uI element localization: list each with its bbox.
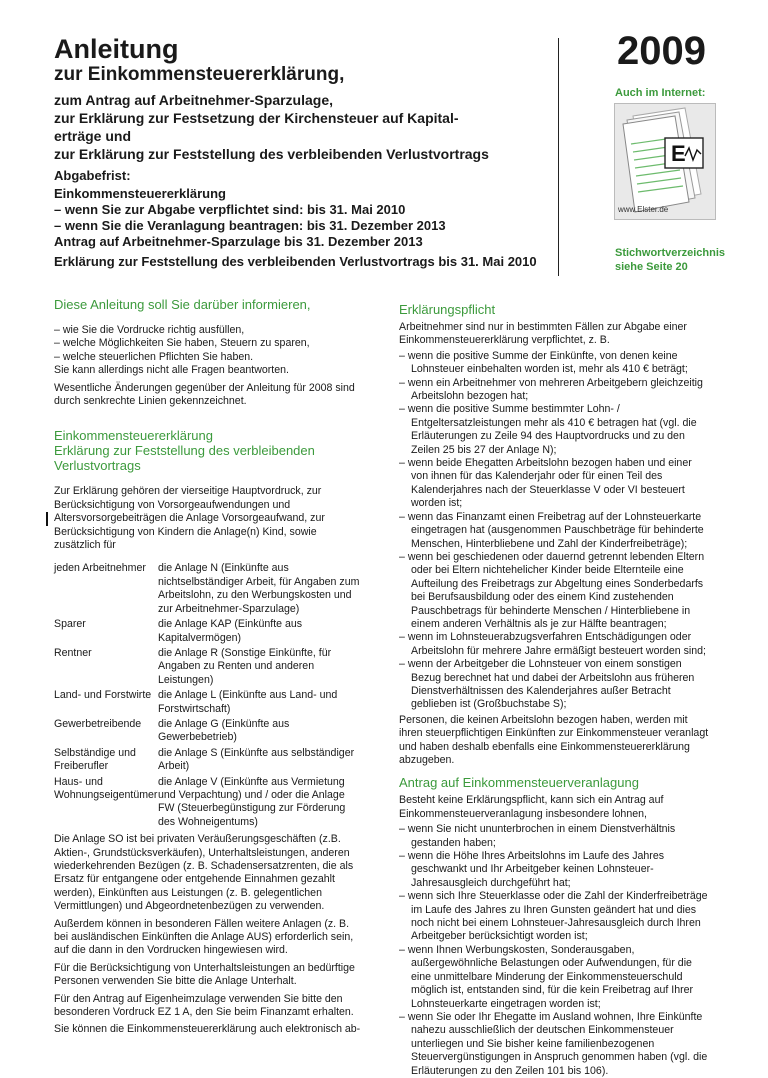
list-item: – wenn die positive Summe bestimmter Lohn- / Entgeltersatzleistungen mehr als 410 € betragen hat (vgl. die Erläuterungen zu Zeile 94 des Hauptvordrucks und zu den Zeilen 25 bis 27 der Anlage N); (399, 403, 711, 457)
subtitle-line: zur Erklärung zur Festsetzung der Kirchensteuer auf Kapital- (54, 110, 459, 126)
right-heading-2: Antrag auf Einkommensteuerveranlagung (399, 775, 639, 791)
anlage-taxpayer: Selbständige und Freiberufler (54, 746, 136, 773)
list-item: – wenn das Finanzamt einen Freibetrag auf der Lohnsteuerkarte eingetragen hat (ausgenommen Pauschbeträge für behinderte Menschen, Hinterbliebene und Zahl der Kinderfreibeträge); (399, 511, 711, 551)
anlage-row (54, 776, 364, 830)
year-label: 2009 (617, 29, 706, 73)
list-item: – wenn im Lohnsteuerabzugsverfahren Entschädigungen oder Arbeitslohn für mehrere Jahre ermäßigt besteuert worden sind; (399, 631, 711, 658)
intro-note: Sie kann allerdings nicht alle Fragen beantworten. (54, 364, 289, 377)
anlage-description: die Anlage KAP (Einkünfte aus Kapitalvermögen) (158, 618, 303, 644)
personen-paragraph: Personen, die keinen Arbeitslohn bezogen haben, werden mit ihren steuerpflichtigen Einkünften zur Einkommensteuer veranlagt und haben deshalb ebenfalls eine Einkommensteuererklärung abzugeben. (399, 713, 709, 766)
right-heading-1: Erklärungspflicht (399, 302, 496, 317)
anlage-row (54, 647, 364, 687)
list-item: – wenn sich Ihre Steuerklasse oder die Zahl der Kinderfreibeträge im Laufe des Jahres zu Ihren Gunsten geändert hat und dies noch nicht bei einem Lohnsteuer-Jahresausgleich durch Ihren Arbeitgeber berücksichtigt worden ist; (399, 890, 711, 944)
left-heading-1: Diese Anleitung soll Sie darüber informieren, (54, 297, 311, 312)
stichwort-line: Stichwortverzeichnis (615, 247, 726, 259)
document-subtitle: zur Einkommensteuererklärung, (54, 64, 345, 85)
elektronisch-paragraph: Sie können die Einkommensteuererklärung auch elektronisch ab- (54, 1023, 361, 1036)
anlage-description: die Anlage S (Einkünfte aus selbständiger Arbeit) (158, 746, 355, 773)
change-marker (46, 512, 48, 526)
heading-line: Verlustvortrags (54, 458, 141, 474)
document-title: Anleitung (54, 34, 179, 64)
anlage-row (54, 689, 364, 716)
stichwort-note (615, 246, 725, 274)
anlage-taxpayer: jeden Arbeitnehmer (54, 562, 146, 575)
intro-item: – welche Möglichkeiten Sie haben, Steuern zu sparen, (54, 337, 364, 350)
form-stack-icon (615, 104, 715, 219)
hauptvordruck-paragraph: Zur Erklärung gehören der vierseitige Hauptvordruck, zur Berücksichtigung von Vorsorgeaufwendungen und Altersvorsorgebeiträgen die Anlage Vorsorgeaufwand, zur Berücksichtigung von Kindern die Anlage(n) Kind, sowie zusätzlich für (54, 485, 325, 552)
anlage-taxpayer: Land- und Forstwirte (54, 689, 152, 702)
antrag-list (399, 823, 711, 1078)
elster-url[interactable]: www.Elster.de (618, 205, 669, 214)
list-item: – wenn Sie oder Ihr Ehegatte im Ausland wohnen, Ihre Einkünfte nahezu ausschließlich der deutschen Einkommensteuer unterliegen und Sie bisher keine familienbezogenen Steuervergünstigungen in Anspruch genommen haben (vgl. die Erläuterungen zu den Zeilen 101 bis 106). (399, 1011, 711, 1078)
intro-item: – welche steuerlichen Pflichten Sie haben. (54, 351, 364, 364)
anlage-row (54, 562, 364, 616)
anlage-aus-paragraph: Außerdem können in besonderen Fällen weitere Anlagen (z. B. bei ausländischen Einkünften die Anlage AUS) erforderlich sein, auf die dann in den Vordrucken hingewiesen wird. (54, 917, 354, 957)
list-item: – wenn der Arbeitgeber die Lohnsteuer von einem sonstigen Bezug berechnet hat und dabei der Arbeitslohn aus früheren Dienstverhältnissen des Kalenderjahres außer Betracht geblieben ist (Großbuchstabe S); (399, 658, 711, 712)
list-item: – wenn bei geschiedenen oder dauernd getrennt lebenden Eltern oder bei Eltern nichtehelicher Kinder beide Elternteile eine Aufteilung des Freibetrags zur Abgeltung eines Sonderbedarfs bei Berufsausbildung oder des einem Kind zustehenden Pauschbetrags für behinderte Menschen / Hinterbliebene in einem anderen Verhältnis als je zur Hälfte beantragen; (399, 551, 711, 631)
subtitle-lines (54, 91, 554, 163)
anlage-description: die Anlage N (Einkünfte aus nichtselbständiger Arbeit, für Angaben zum Arbeitslohn, zu den Werbungskosten und zur Arbeitnehmer-Sparzulage) (158, 562, 360, 615)
eigenheimzulage-paragraph: Für den Antrag auf Eigenheimzulage verwenden Sie bitte den besonderen Vordruck EZ 1 A, den Sie beim Finanzamt erhalten. (54, 992, 354, 1019)
anlage-taxpayer: Gewerbetreibende (54, 717, 142, 730)
internet-label: Auch im Internet: (615, 87, 706, 99)
anlage-row (54, 747, 364, 774)
abgabe-line: – wenn Sie zur Abgabe verpflichtet sind: bis 31. Mai 2010 (54, 202, 406, 217)
anlage-taxpayer: Sparer (54, 618, 86, 631)
abgabefrist-block (54, 168, 554, 250)
anlage-description: die Anlage G (Einkünfte aus Gewerbebetrieb) (158, 717, 290, 744)
list-item: – wenn Sie nicht ununterbrochen in einem Dienstverhältnis gestanden haben; (399, 823, 711, 850)
intro-changes: Wesentliche Änderungen gegenüber der Anleitung für 2008 sind durch senkrechte Linien gekennzeichnet. (54, 381, 355, 408)
erklaerungspflicht-intro: Arbeitnehmer sind nur in bestimmten Fällen zur Abgabe einer Einkommensteuererklärung verpflichtet, z. B. (399, 321, 687, 347)
verlust-deadline: Erklärung zur Feststellung des verbleibenden Verlustvortrags bis 31. Mai 2010 (54, 254, 537, 269)
svg-text:E: E (671, 141, 686, 166)
anlage-description: die Anlage R (Sonstige Einkünfte, für Angaben zu Renten und anderen Leistungen) (158, 646, 332, 686)
stichwort-line: siehe Seite 20 (615, 261, 688, 273)
heading-line: Erklärung zur Feststellung des verbleibenden (54, 443, 315, 459)
heading-line: Einkommensteuererklärung (54, 428, 213, 444)
left-column (54, 297, 364, 1041)
anlage-unterhalt-paragraph: Für die Berücksichtigung von Unterhaltsleistungen an bedürftige Personen verwenden Sie bitte die Anlage Unterhalt. (54, 961, 355, 988)
anlagen-table (54, 562, 364, 829)
list-item: – wenn die Höhe Ihres Arbeitslohns im Laufe des Jahres geschwankt und Ihr Arbeitgeber keinen Lohnsteuer-Jahresausgleich durchgeführt hat; (399, 850, 711, 890)
list-item: – wenn Ihnen Werbungskosten, Sonderausgaben, außergewöhnliche Belastungen oder Aufwendungen, für die eine unmittelbare Minderung der Einkommensteuerschuld möglich ist, entstanden sind, für die kein Freibetrag auf Ihrer Lohnsteuerkarte eingetragen worden ist; (399, 944, 711, 1011)
subtitle-line: erträge und (54, 128, 132, 144)
erklaerungspflicht-list (399, 350, 711, 712)
anlage-description: die Anlage V (Einkünfte aus Vermietung und Verpachtung) und / oder die Anlage FW (Steuerbegünstigung zur Förderung des Wohneigentums) (158, 775, 346, 828)
abgabe-line: Einkommensteuererklärung (54, 186, 226, 201)
left-heading-2 (54, 428, 364, 473)
list-item: – wenn die positive Summe der Einkünfte, von denen keine Lohnsteuer einbehalten worden ist, mehr als 410 € beträgt; (399, 350, 711, 377)
subtitle-line: zum Antrag auf Arbeitnehmer-Sparzulage, (54, 92, 334, 108)
list-item: – wenn beide Ehegatten Arbeitslohn bezogen haben und einer von ihnen für das Kalenderjahr oder für einen Teil des Kalenderjahres nach der Steuerklasse V oder VI besteuert worden ist; (399, 457, 711, 511)
antrag-intro: Besteht keine Erklärungspflicht, kann sich ein Antrag auf Einkommensteuerveranlagung insbesondere lohnen, (399, 794, 664, 820)
header-divider (558, 38, 559, 276)
elster-form-thumbnail[interactable] (614, 103, 716, 220)
right-column (399, 302, 711, 1078)
subtitle-line: zur Erklärung zur Feststellung des verbleibenden Verlustvortrags (54, 146, 489, 162)
anlage-taxpayer: Haus- und Wohnungseigentümer (54, 775, 158, 801)
abgabe-line: – wenn Sie die Veranlagung beantragen: bis 31. Dezember 2013 (54, 218, 446, 233)
list-item: – wenn ein Arbeitnehmer von mehreren Arbeitgebern gleichzeitig Arbeitslohn bezogen hat; (399, 377, 711, 404)
anlage-row (54, 618, 364, 645)
anlage-taxpayer: Rentner (54, 646, 92, 659)
intro-item: – wie Sie die Vordrucke richtig ausfüllen, (54, 324, 364, 337)
abgabe-line: Antrag auf Arbeitnehmer-Sparzulage bis 31. Dezember 2013 (54, 234, 423, 249)
abgabefrist-label: Abgabefrist: (54, 168, 131, 183)
anlage-row (54, 718, 364, 745)
anlage-so-paragraph: Die Anlage SO ist bei privaten Veräußerungsgeschäften (z.B. Aktien-, Grundstücksverkäufen), Unterhaltsleistungen, anderen wiederkehrenden Bezügen (z. B. Schadensersatzrenten, die als Ersatz für entgangene oder entgehende Einnahmen gezahlt werden), Einkünften aus Leistungen (z. B. gelegentlichen Vermittlungen) und Abgeordnetenbezügen zu verwenden. (54, 833, 354, 913)
anlage-description: die Anlage L (Einkünfte aus Land- und Forstwirtschaft) (158, 689, 338, 715)
